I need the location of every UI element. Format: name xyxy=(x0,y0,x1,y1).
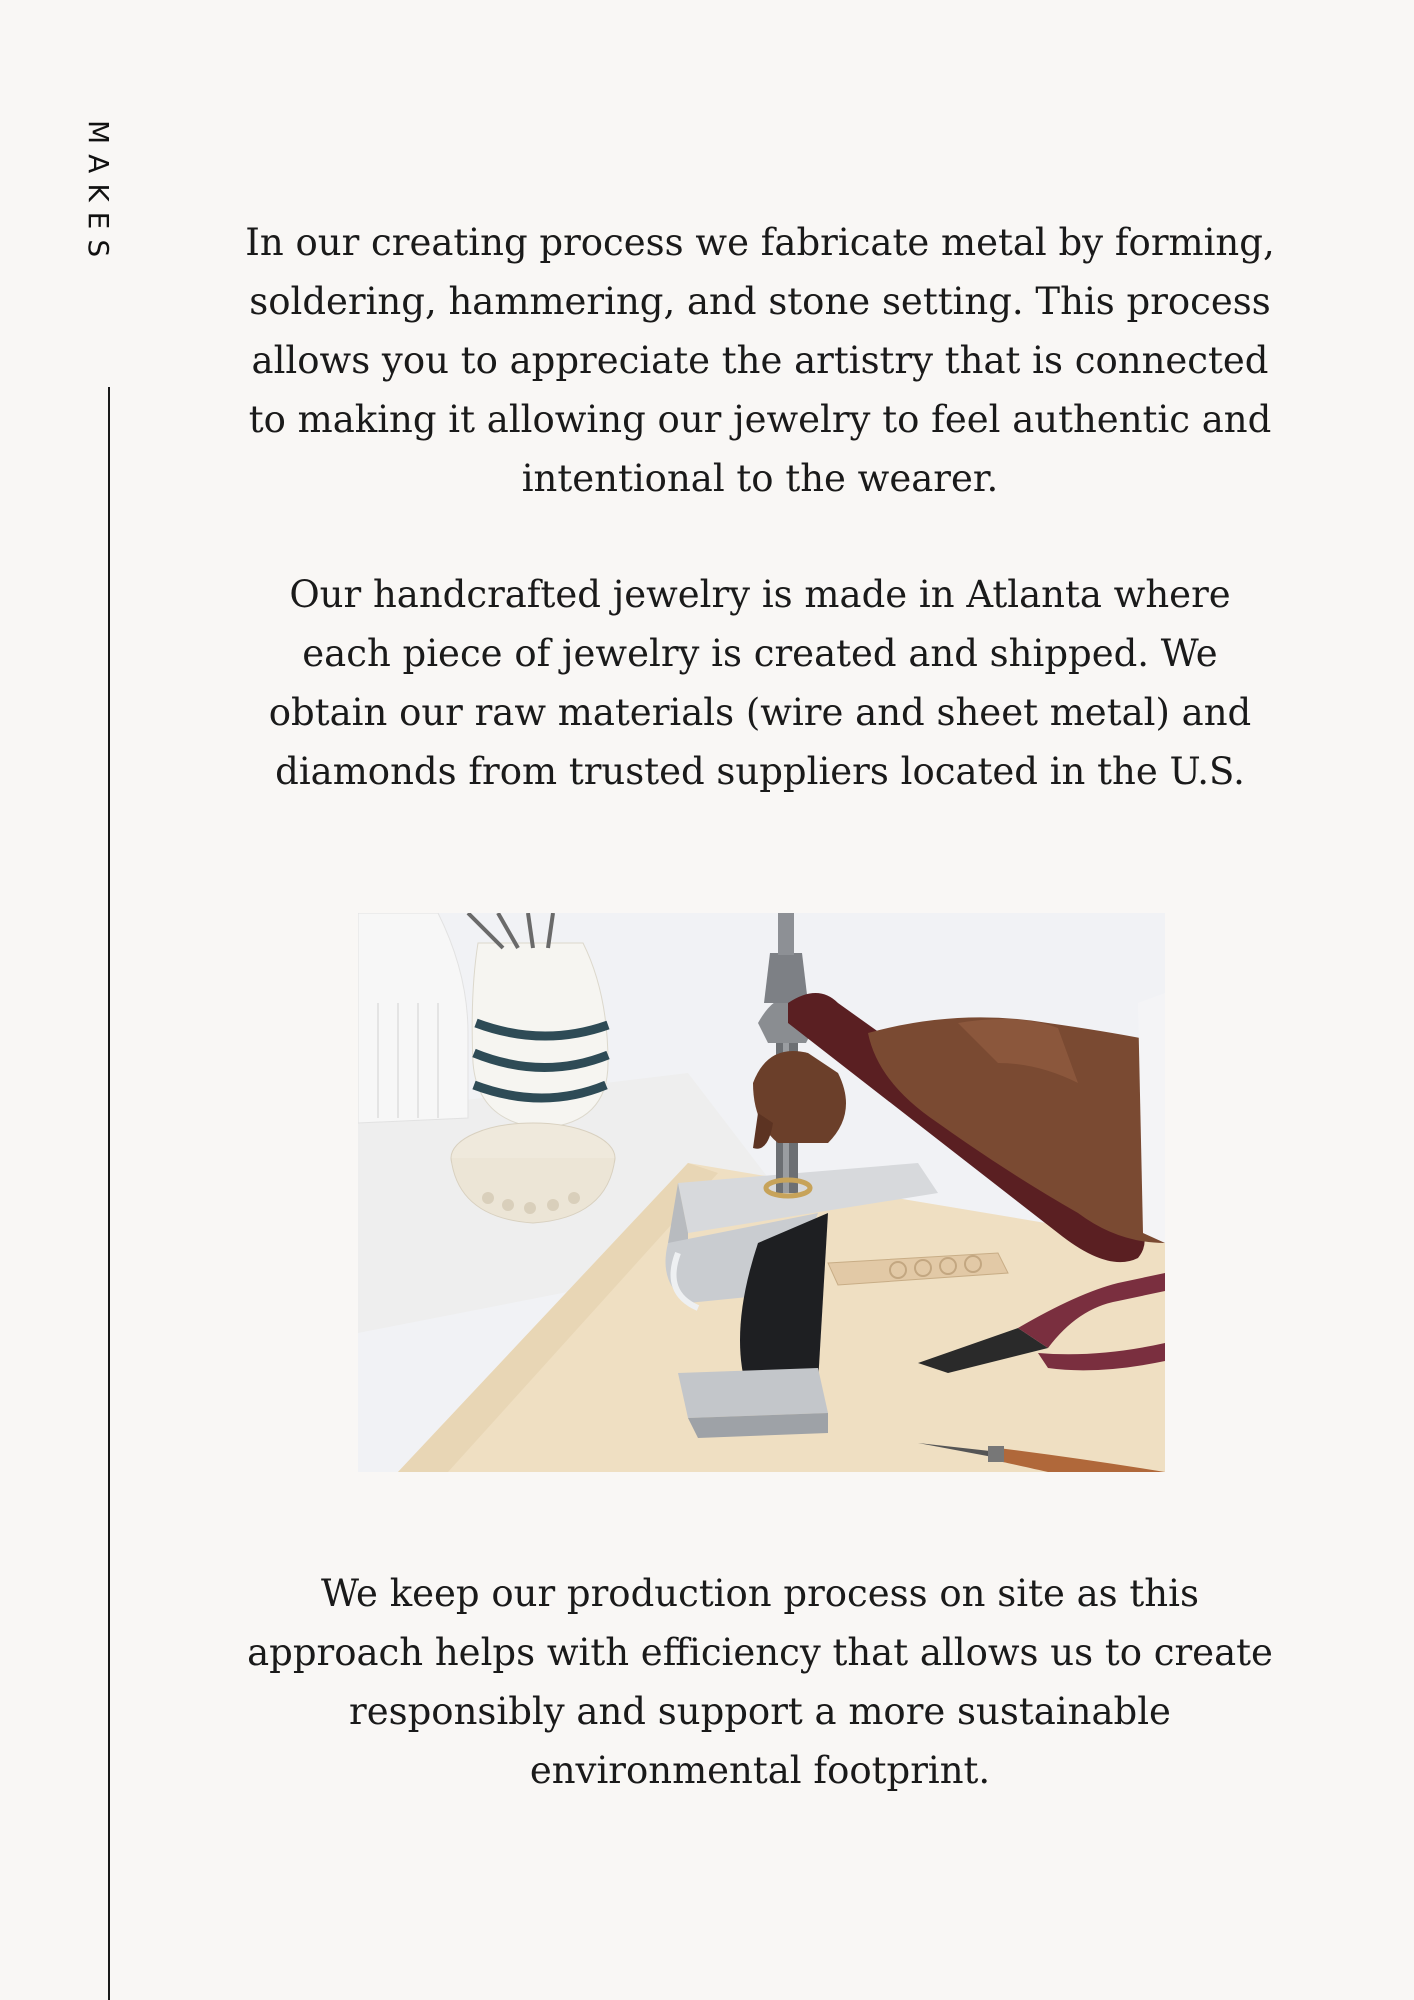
paragraph-process: In our creating process we fabricate metal by forming, soldering, hammering, and stone setting. This process allows you to appreciate the artistry that is connected to making it allowing our jewelry to feel authentic and intentional to the wearer. xyxy=(245,221,1275,500)
paragraph-origin: Our handcrafted jewelry is made in Atlanta where each piece of jewelry is created and shipped. We obtain our raw materials (wire and sheet metal) and diamonds from trusted suppliers located in the U.S. xyxy=(268,573,1252,793)
vertical-rule xyxy=(108,387,110,2000)
section-label: MAKES xyxy=(82,120,115,268)
paragraph-sustainability: We keep our production process on site as this approach helps with efficiency that allows us to create responsibly and support a more sustainable environmental footprint. xyxy=(247,1572,1273,1792)
jewelry-making-photo xyxy=(358,913,1165,1472)
